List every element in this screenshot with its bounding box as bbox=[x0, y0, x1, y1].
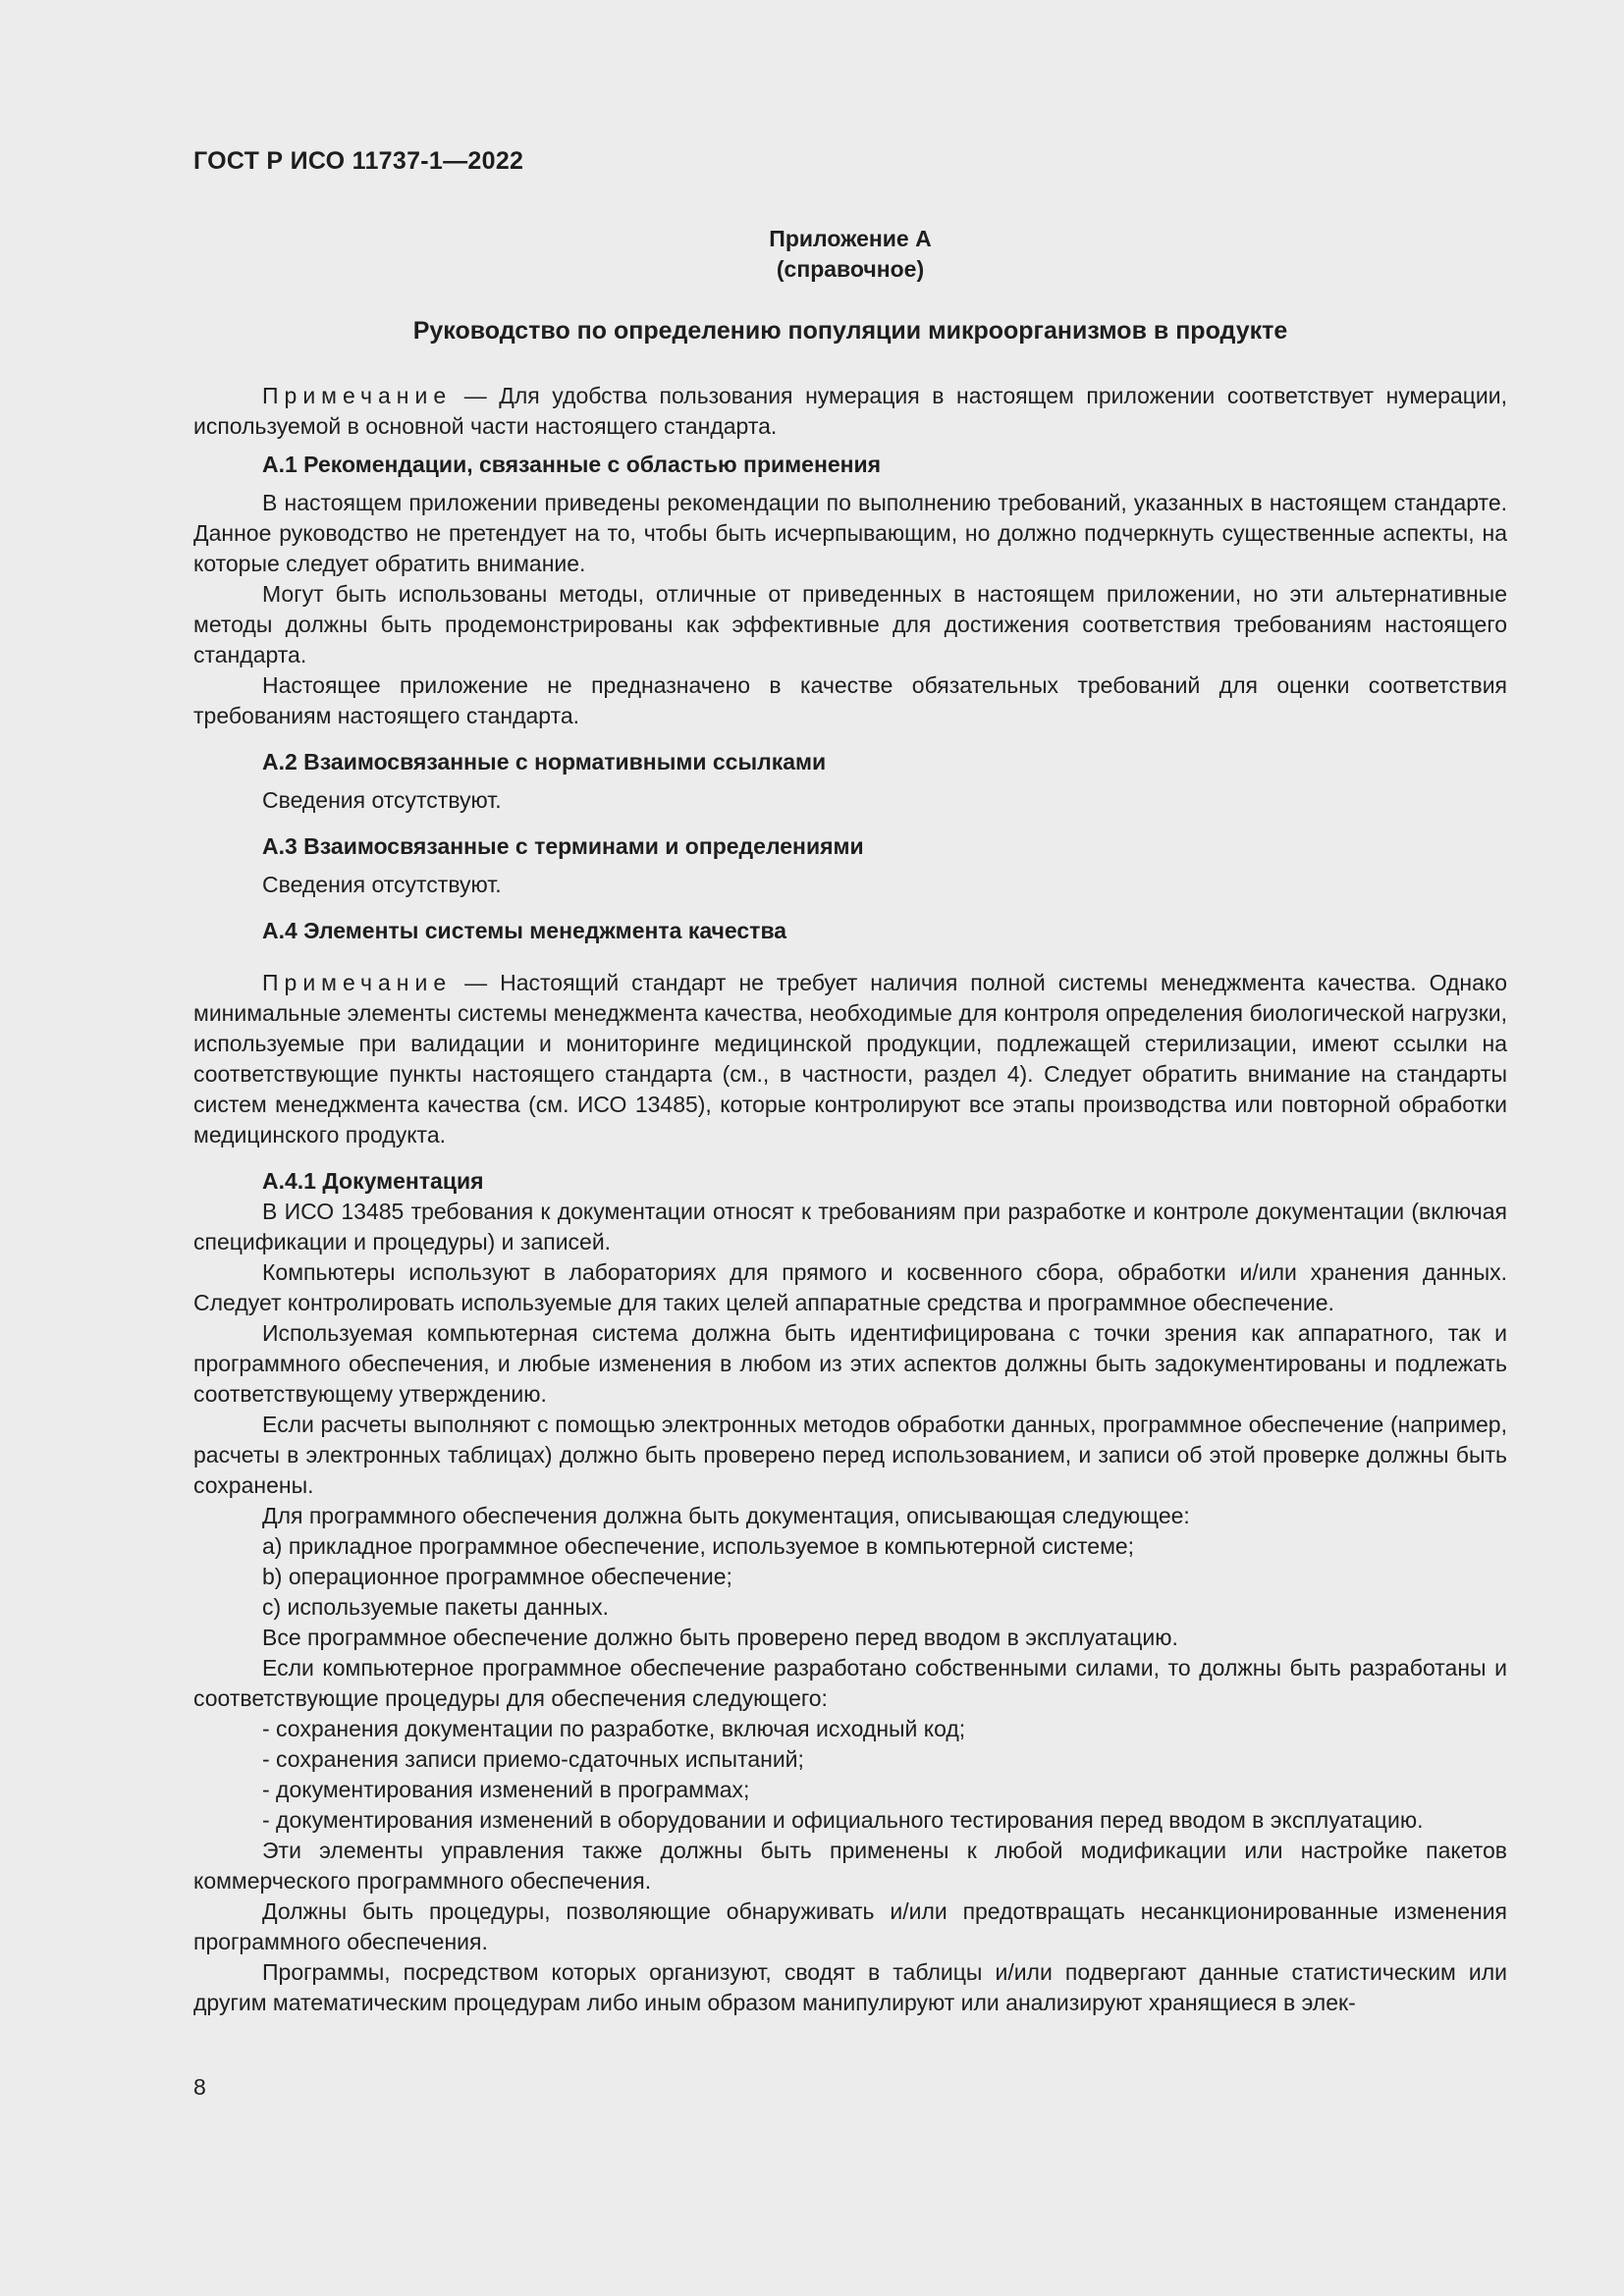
document-code: ГОСТ Р ИСО 11737-1—2022 bbox=[193, 147, 524, 175]
list-item: c) используемые пакеты данных. bbox=[262, 1594, 609, 1620]
section-a41-paragraph: Если компьютерное программное обеспечение разработано собственными силами, то должны быть разработаны и соответствующие процедуры для обеспечения следующего: bbox=[193, 1655, 1507, 1711]
note-text: — Настоящий стандарт не требует наличия полной системы менеджмента качества. Однако минимальные элементы системы менеджмента качества, необходимые для контроля определения биологической нагрузки, используемые при валидации и мониторинге медицинской продукции, подлежащей стерилизации, имеют ссылки на соответствующие пункты настоящего стандарта (см., в частности, раздел 4). Следует обратить внимание на стандарты систем менеджмента качества (см. ИСО 13485), которые контролируют все этапы производства или повторной обработки медицинского продукта. bbox=[193, 970, 1507, 1148]
list-item: b) операционное программное обеспечение; bbox=[262, 1564, 732, 1589]
section-a41-heading: А.4.1 Документация bbox=[262, 1168, 484, 1194]
section-a2-paragraph: Сведения отсутствуют. bbox=[262, 787, 502, 813]
section-a41-paragraph: Эти элементы управления также должны быть применены к любой модификации или настройке пакетов коммерческого программного обеспечения. bbox=[193, 1838, 1507, 1894]
note-label: Примечание bbox=[262, 383, 453, 408]
annex-type: (справочное) bbox=[776, 256, 925, 282]
note-paragraph bbox=[193, 381, 1507, 442]
annex-label-block bbox=[193, 224, 1507, 285]
section-a41-paragraph: Программы, посредством которых организуют, сводят в таблицы и/или подвергают данные статистическим или другим математическим процедурам либо иным образом манипулируют или анализируют хранящиеся в элек- bbox=[193, 1959, 1507, 2015]
section-a41-paragraph: Компьютеры используют в лабораториях для прямого и косвенного сбора, обработки и/или хранения данных. Следует контролировать используемые для таких целей аппаратные средства и программное обеспечение. bbox=[193, 1259, 1507, 1315]
section-a41-paragraph: Если расчеты выполняют с помощью электронных методов обработки данных, программное обеспечение (например, расчеты в электронных таблицах) должно быть проверено перед использованием, и записи об этой проверке должны быть сохранены. bbox=[193, 1412, 1507, 1498]
annex-label: Приложение А bbox=[769, 226, 932, 251]
section-a1-paragraph: Могут быть использованы методы, отличные от приведенных в настоящем приложении, но эти альтернативные методы должны быть продемонстрированы как эффективные для достижения соответствия требованиям настоящего стандарта. bbox=[193, 581, 1507, 667]
section-a1-paragraph: В настоящем приложении приведены рекомендации по выполнению требований, указанных в настоящем стандарте. Данное руководство не претендует на то, чтобы быть исчерпывающим, но должно подчеркнуть существенные аспекты, на которые следует обратить внимание. bbox=[193, 490, 1507, 576]
section-a3-heading: А.3 Взаимосвязанные с терминами и определениями bbox=[262, 833, 864, 859]
document-body bbox=[193, 381, 1507, 2018]
section-a1-heading: А.1 Рекомендации, связанные с областью применения bbox=[262, 452, 882, 477]
section-a41-paragraph: Используемая компьютерная система должна быть идентифицирована с точки зрения как аппаратного, так и программного обеспечения, и любые изменения в любом из этих аспектов должны быть задокументированы и подлежать соответствующему утверждению. bbox=[193, 1320, 1507, 1407]
list-item: - сохранения документации по разработке, включая исходный код; bbox=[262, 1716, 966, 1741]
section-a4-note bbox=[193, 968, 1507, 1150]
list-item: - документирования изменений в оборудовании и официального тестирования перед вводом в эксплуатацию. bbox=[262, 1807, 1424, 1833]
list-item: a) прикладное программное обеспечение, используемое в компьютерной системе; bbox=[262, 1533, 1135, 1559]
section-a2-heading: А.2 Взаимосвязанные с нормативными ссылками bbox=[262, 749, 827, 774]
section-a41-paragraph: Все программное обеспечение должно быть проверено перед вводом в эксплуатацию. bbox=[262, 1625, 1178, 1650]
note-label: Примечание bbox=[262, 970, 453, 995]
list-item: - сохранения записи приемо-сдаточных испытаний; bbox=[262, 1746, 804, 1772]
section-a41-paragraph: Для программного обеспечения должна быть документация, описывающая следующее: bbox=[262, 1503, 1190, 1528]
page-number: 8 bbox=[193, 2074, 206, 2100]
section-a1-paragraph: Настоящее приложение не предназначено в качестве обязательных требований для оценки соответствия требованиям настоящего стандарта. bbox=[193, 672, 1507, 728]
section-a3-paragraph: Сведения отсутствуют. bbox=[262, 872, 502, 897]
section-a4-heading: А.4 Элементы системы менеджмента качества bbox=[262, 918, 787, 943]
note-text: — Для удобства пользования нумерация в настоящем приложении соответствует нумерации, используемой в основной части настоящего стандарта. bbox=[193, 383, 1507, 439]
list-item: - документирования изменений в программах; bbox=[262, 1777, 750, 1802]
section-a41-paragraph: В ИСО 13485 требования к документации относят к требованиям при разработке и контроле документации (включая спецификации и процедуры) и записей. bbox=[193, 1199, 1507, 1255]
section-a41-paragraph: Должны быть процедуры, позволяющие обнаруживать и/или предотвращать несанкционированные изменения программного обеспечения. bbox=[193, 1898, 1507, 1954]
annex-title: Руководство по определению популяции микроорганизмов в продукте bbox=[412, 317, 1288, 345]
